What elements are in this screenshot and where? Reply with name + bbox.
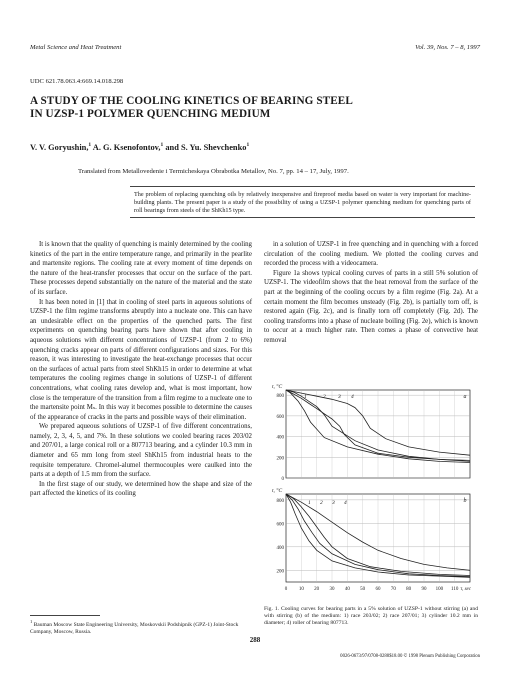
author-1: V. V. Goryushin,	[30, 142, 89, 152]
footnote-text: Bauman Moscow State Engineering University, Moskovskii Podshipnik (GPZ-1) Joint-Stock Company, Moscow, Russia.	[30, 621, 239, 635]
curve-label: 1	[304, 394, 307, 400]
paragraph: Figure 1a shows typical cooling curves of parts in a still 5% solution of UZSP-1. The videofilm shows that the heat removal from the surface of the part at the beginning of the cooling occurs by a film regime (Fig. 2a). At a certain moment the film becomes unsteady (Fig. 2b), is partially torn off, is restored again (Fig. 2c), and is finally torn off completely (Fig. 2d). The cooling transforms into a phase of nucleate boiling (Fig. 2e), which is known to occur at a much higher rate. Then comes a phase of convective heat removal	[264, 269, 478, 344]
curve-label: 2	[323, 394, 326, 400]
y-tick-label: 0	[281, 477, 284, 482]
title-line-1: A STUDY OF THE COOLING KINETICS OF BEARING STEEL	[30, 95, 353, 107]
title-line-2: IN UZSP-1 POLYMER QUENCHING MEDIUM	[30, 108, 271, 120]
figure-caption: Fig. 1. Cooling curves for bearing parts in a 5% solution of UZSP-1 without stirring (a) and with stirring (b) of the medium: 1) race 203/02; 2) race 207/01; 3) cylinder 10.2 mm in diameter; 4) roller of bearing 807713.	[264, 606, 478, 626]
paragraph: It is known that the quality of quenching is mainly determined by the cooling kinetics of the part in the entire temperature range, and primarily in the pearlite and martensite regions. The cooling rate at every moment of time depends on the nature of the heat-transfer processes that occur on the surface of the part. These processes depend substantially on the nature of the material and the state of its surface.	[30, 241, 252, 296]
x-tick-label: 60	[375, 587, 381, 592]
x-tick-label: 10	[298, 587, 304, 592]
panel-label: b	[463, 498, 467, 504]
paragraph: It has been noted in [1] that in cooling of steel parts in aqueous solutions of UZSP-1 the film regime transforms abruptly into a nucleate one. This can have an undesirable effect on the properties of the quenched parts. The first experiments on quenching bearing parts have shown that after cooling in aqueous solutions with different concentrations of UZSP-1 (from 2 to 6%) quenching cracks appear on parts of different configurations and sizes. For this reason, it was interesting to investigate the heat-exchange processes that occur on the surfaces of actual parts from steel ShKh15 in order to determine at what temperatures the cooling regimes change in solutions of UZSP-1 of different concentrations, what cooling rates develop and, what is most important, how close is the temperature of the transition from a film regime to a nucleate one to the martensite point Mₛ. In this way it becomes possible to determine the causes of the appearance of cracks in the parts and possible ways of their elimination.	[30, 298, 252, 421]
y-tick-label: 800	[276, 394, 284, 400]
curve-label: 2	[320, 500, 323, 506]
y-axis-label: t, °C	[272, 384, 283, 390]
footnote	[30, 618, 250, 636]
x-tick-label: 30	[329, 587, 335, 592]
page-number: 288	[249, 636, 261, 644]
affiliation-mark: 1	[160, 142, 164, 148]
journal-name: Metal Science and Heat Treatment	[30, 44, 122, 51]
chart-panel-a	[272, 383, 470, 482]
y-tick-label: 400	[276, 545, 284, 551]
author-3: and S. Yu. Shevchenko	[163, 142, 247, 152]
footnote-rule	[30, 615, 100, 616]
y-tick-label: 800	[276, 498, 284, 504]
volume-info: Vol. 39, Nos. 7 – 8, 1997	[415, 44, 480, 51]
y-tick-label: 600	[276, 522, 284, 528]
y-tick-label: 200	[276, 569, 284, 575]
x-tick-label: 100	[435, 587, 444, 592]
paragraph: We prepared aqueous solutions of UZSP-1 of five different concentrations, namely, 2, 3, 4, 5, and 7%. In these solutions we cooled bearing races 203/02 and 207/01, a large conical roll or a 807713 bearing, and a cylinder 10.3 mm in diameter and 65 mm long from steel ShKh15 from industrial heats to the requisite temperature. Chromel-alumel thermocouples were caulked into the parts at a depth of 1.5 mm from the surface.	[30, 423, 252, 479]
x-tick-label: 90	[421, 587, 427, 592]
footnote-mark: 1	[30, 619, 33, 624]
author-2: A. G. Ksenofontov,	[91, 142, 161, 152]
copyright-line: 0026-0673/97/0708-0288$18.00 © 1998 Plenum Publishing Corporation	[340, 654, 480, 659]
x-tick-label: 0	[284, 587, 288, 592]
body-column-left	[30, 240, 252, 499]
curve-label: 3	[338, 394, 341, 400]
authors	[30, 142, 249, 152]
body-column-right	[264, 240, 478, 346]
figure-1-cooling-curves	[264, 382, 478, 604]
y-axis-label: t, °C	[272, 488, 283, 494]
translation-note: Translated from Metallovedenie i Termicheskaya Obrabotka Metallov, No. 7, pp. 14 – 17, July, 1997.	[78, 168, 349, 175]
y-tick-label: 400	[276, 435, 284, 441]
curve-label: 1	[308, 500, 311, 506]
abstract: The problem of replacing quenching oils by relatively inexpensive and fireproof media based on water is very important for machine-building plants. The present paper is a study of the possibility of using a UZSP-1 polymer quenching medium for quenching parts of roll bearings from steels of the ShKh15 type.	[130, 186, 475, 218]
chart-panel-b	[272, 487, 472, 592]
curve-label: 3	[332, 500, 335, 506]
affiliation-mark: 1	[88, 142, 92, 148]
article-title	[30, 95, 470, 121]
y-tick-label: 600	[276, 414, 284, 420]
running-header	[30, 44, 480, 56]
affiliation-mark: 1	[246, 142, 250, 148]
x-tick-label: 70	[390, 587, 396, 592]
paragraph: in a solution of UZSP-1 in free quenching and in quenching with a forced circulation of the cooling medium. We plotted the cooling curves and recorded the process with a videocamera.	[264, 241, 478, 268]
x-tick-label: 20	[314, 587, 320, 592]
panel-label: a	[463, 394, 467, 400]
x-tick-label: 80	[406, 587, 412, 592]
udc-code: UDC 621.78.063.4:669.14.018.298	[30, 78, 124, 85]
x-axis-label: τ, sec	[460, 587, 471, 592]
curve-label: 4	[351, 394, 354, 400]
x-tick-label: 50	[360, 587, 366, 592]
curve-label: 4	[344, 500, 347, 506]
paragraph: In the first stage of our study, we determined how the shape and size of the part affected the kinetics of its cooling	[30, 480, 252, 498]
y-tick-label: 200	[276, 456, 284, 462]
x-tick-label: 110	[451, 587, 459, 592]
x-tick-label: 40	[344, 587, 350, 592]
